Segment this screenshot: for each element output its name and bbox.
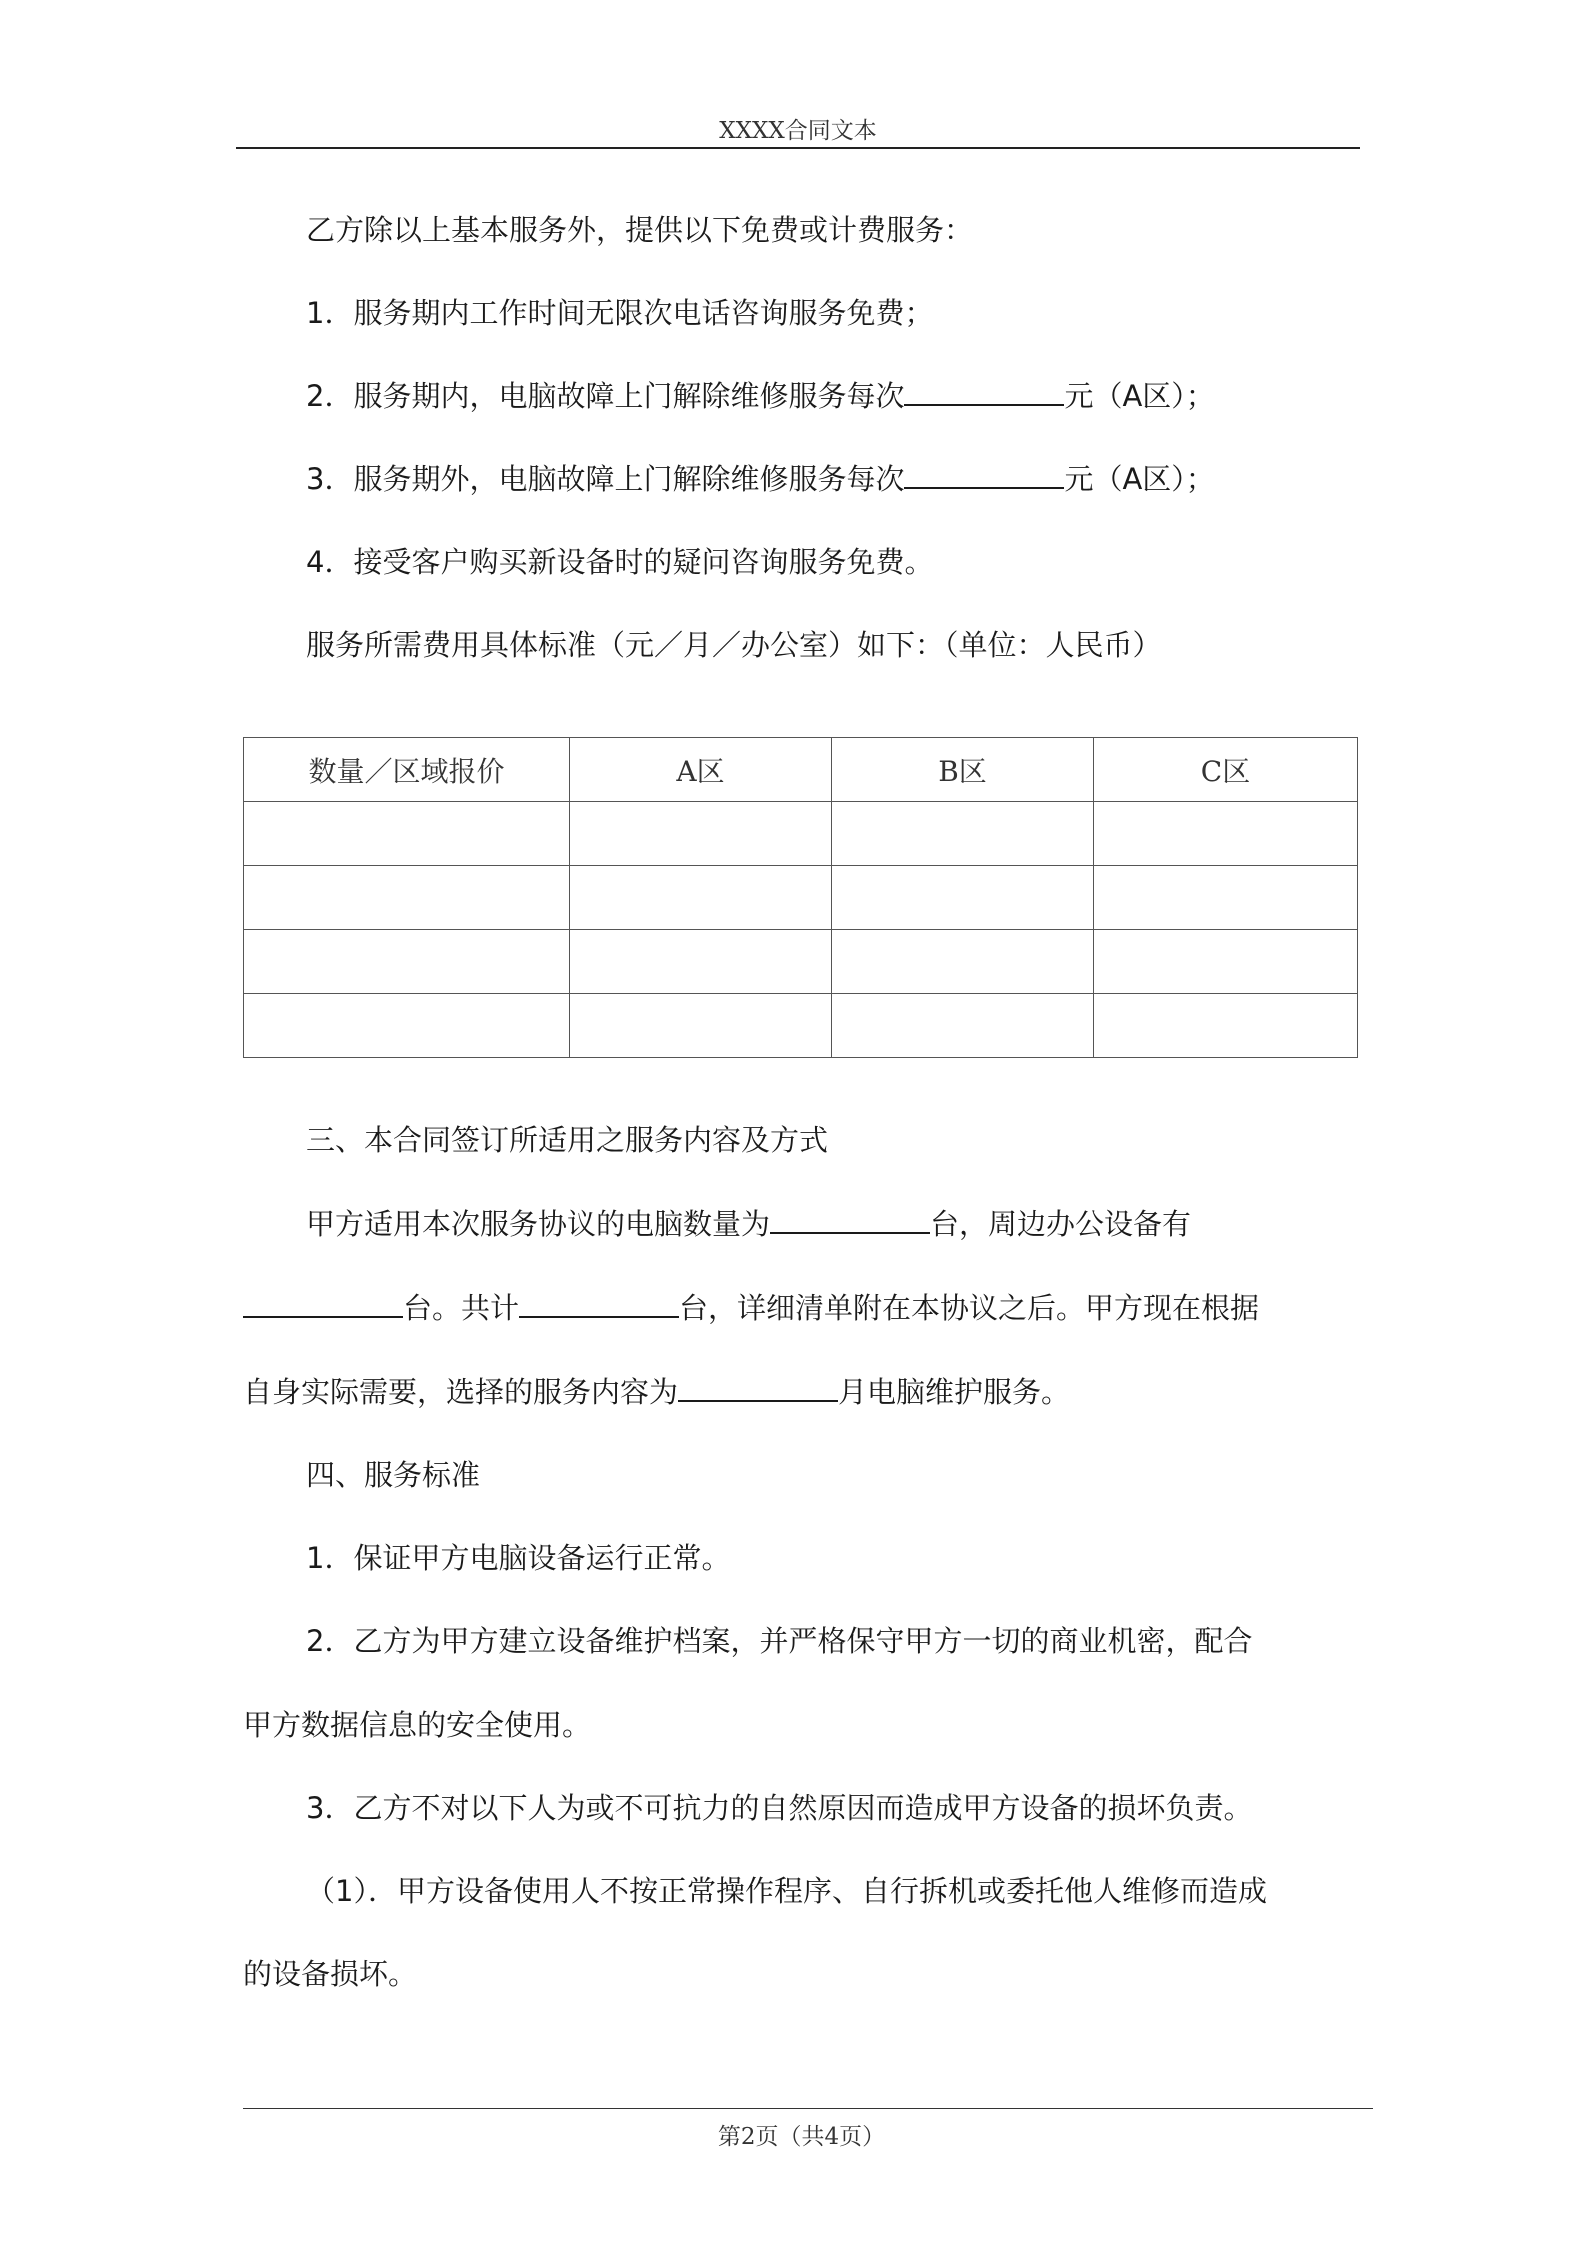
section-3-text: 自身实际需要，选择的服务内容为: [243, 1375, 679, 1409]
section-3-text: 月电脑维护服务。: [838, 1375, 1071, 1409]
fee-table-row: [244, 930, 1358, 994]
fee-table-header-cell: A区: [570, 738, 832, 802]
fee-table-header-cell: 数量／区域报价: [244, 738, 570, 802]
standard-item-3-1-cont: 的设备损坏。: [243, 1957, 418, 1991]
fee-table-cell: [570, 994, 832, 1058]
intro-item-3-text: 3．服务期外，电脑故障上门解除维修服务每次: [306, 462, 905, 496]
standard-item-2-cont: 甲方数据信息的安全使用。: [243, 1708, 592, 1742]
page-header-title: XXXX合同文本: [719, 118, 877, 144]
pc-count-blank: [770, 1206, 930, 1234]
fee-table-cell: [244, 994, 570, 1058]
standard-item-3: 3．乙方不对以下人为或不可抗力的自然原因而造成甲方设备的损坏负责。: [306, 1791, 1253, 1825]
fee-table-row: [244, 994, 1358, 1058]
office-device-count-blank: [243, 1290, 403, 1318]
fee-table-cell: [832, 930, 1094, 994]
section-3-title: 三、本合同签订所适用之服务内容及方式: [306, 1123, 829, 1157]
section-3-text: 台。共计: [403, 1291, 520, 1325]
intro-lead: 乙方除以上基本服务外，提供以下免费或计费服务：: [306, 213, 974, 247]
fee-table-cell: [1094, 802, 1358, 866]
fee-table-header-cell: B区: [832, 738, 1094, 802]
fee-table-cell: [570, 930, 832, 994]
fee-table-cell: [832, 802, 1094, 866]
fee-blank-in-period: [904, 378, 1064, 406]
fee-note: 服务所需费用具体标准（元／月／办公室）如下：（单位：人民币）: [306, 628, 1162, 662]
standard-item-1: 1．保证甲方电脑设备运行正常。: [306, 1541, 731, 1575]
fee-table-header-row: [244, 738, 1358, 802]
intro-item-1: 1．服务期内工作时间无限次电话咨询服务免费；: [306, 296, 934, 330]
fee-table-header-cell: C区: [1094, 738, 1358, 802]
fee-table-row: [244, 802, 1358, 866]
fee-blank-out-period: [904, 461, 1064, 489]
header-divider: [236, 147, 1360, 149]
fee-table-cell: [570, 802, 832, 866]
section-3-line-1: [306, 1204, 1360, 1244]
fee-table-cell: [244, 866, 570, 930]
standard-item-2: 2．乙方为甲方建立设备维护档案，并严格保守甲方一切的商业机密，配合: [306, 1624, 1253, 1658]
total-count-blank: [519, 1290, 679, 1318]
section-3-text: 台，周边办公设备有: [930, 1207, 1192, 1241]
fee-table-cell: [832, 994, 1094, 1058]
fee-table-cell: [570, 866, 832, 930]
section-4-title: 四、服务标准: [306, 1458, 481, 1492]
fee-table-cell: [1094, 994, 1358, 1058]
standard-item-3-1: （1）．甲方设备使用人不按正常操作程序、自行拆机或委托他人维修而造成: [306, 1874, 1267, 1908]
intro-item-2-unit: 元（A区）；: [1064, 379, 1215, 413]
section-3-line-2: [243, 1288, 1360, 1328]
intro-item-2-text: 2．服务期内，电脑故障上门解除维修服务每次: [306, 379, 905, 413]
service-months-blank: [678, 1374, 838, 1402]
fee-table-cell: [244, 930, 570, 994]
fee-table: [243, 737, 1358, 1058]
intro-item-2: [306, 376, 1360, 416]
fee-table-cell: [244, 802, 570, 866]
section-3-text: 甲方适用本次服务协议的电脑数量为: [306, 1207, 771, 1241]
section-3-text: 台，详细清单附在本协议之后。甲方现在根据: [679, 1291, 1260, 1325]
page-number: 第2页（共4页）: [717, 2124, 886, 2150]
intro-item-4: 4．接受客户购买新设备时的疑问咨询服务免费。: [306, 545, 934, 579]
intro-item-3: [306, 459, 1360, 499]
section-3-line-3: [243, 1372, 1360, 1412]
fee-table-cell: [1094, 866, 1358, 930]
footer-divider: [243, 2108, 1373, 2109]
fee-table-row: [244, 866, 1358, 930]
intro-item-3-unit: 元（A区）；: [1064, 462, 1215, 496]
fee-table-cell: [832, 866, 1094, 930]
fee-table-cell: [1094, 930, 1358, 994]
